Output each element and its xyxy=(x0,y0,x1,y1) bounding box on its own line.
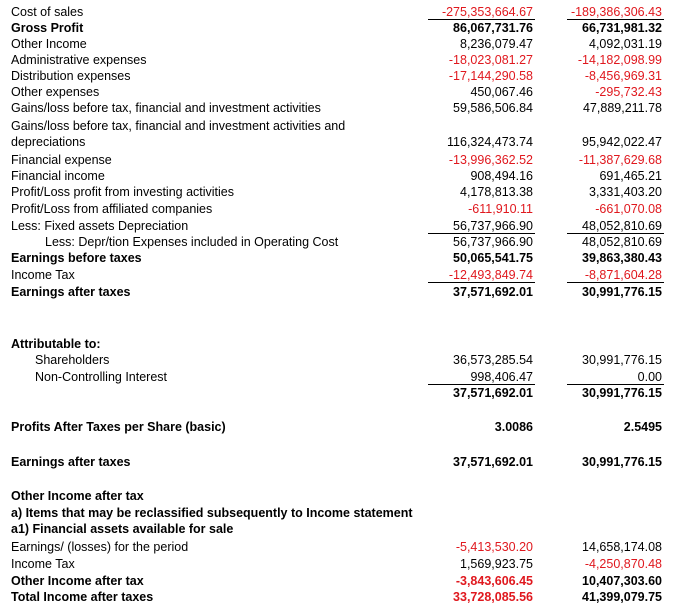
statement-row xyxy=(0,556,677,572)
current-year-value: -17,144,290.58 xyxy=(448,69,533,83)
statement-row xyxy=(0,118,677,134)
prior-year-value: 66,731,981.32 xyxy=(582,21,662,35)
statement-row xyxy=(0,68,677,84)
prior-year-value: 48,052,810.69 xyxy=(582,219,662,233)
prior-year-value: 48,052,810.69 xyxy=(582,235,662,249)
statement-row xyxy=(0,218,677,234)
prior-year-value: -4,250,870.48 xyxy=(584,557,662,571)
statement-row xyxy=(0,539,677,555)
current-year-value: 37,571,692.01 xyxy=(453,285,533,299)
row-label: Profit/Loss from affiliated companies xyxy=(11,202,213,216)
current-year-value: -12,493,849.74 xyxy=(448,268,533,282)
current-year-value: 3.0086 xyxy=(494,420,533,434)
row-label: Other Income after tax xyxy=(11,489,144,503)
prior-year-value: -189,386,306.43 xyxy=(570,5,662,19)
prior-year-value: -11,387,629.68 xyxy=(578,153,662,167)
current-year-value: 86,067,731.76 xyxy=(453,21,533,35)
prior-year-value: 4,092,031.19 xyxy=(589,37,662,51)
row-label: Profits After Taxes per Share (basic) xyxy=(11,420,226,434)
row-label: Income Tax xyxy=(11,557,75,571)
prior-year-value: 14,658,174.08 xyxy=(582,540,662,554)
current-year-value: 37,571,692.01 xyxy=(453,455,533,469)
prior-year-value: 41,399,079.75 xyxy=(582,590,662,604)
prior-year-value: 47,889,211.78 xyxy=(582,101,662,115)
total-rule xyxy=(567,233,664,234)
row-label: Shareholders xyxy=(35,353,110,367)
statement-row xyxy=(0,168,677,184)
row-label: Other Income after tax xyxy=(11,574,144,588)
prior-year-value: 2.5495 xyxy=(623,420,662,434)
current-year-value: 4,178,813.38 xyxy=(460,185,533,199)
row-label: Earnings/ (losses) for the period xyxy=(11,540,189,554)
current-year-value: -18,023,081.27 xyxy=(448,53,533,67)
statement-row xyxy=(0,385,677,401)
statement-row xyxy=(0,352,677,368)
prior-year-value: -8,871,604.28 xyxy=(584,268,662,282)
current-year-value: 37,571,692.01 xyxy=(453,386,533,400)
row-label: Financial expense xyxy=(11,153,112,167)
statement-row xyxy=(0,488,677,504)
row-label: Earnings after taxes xyxy=(11,455,131,469)
total-rule xyxy=(428,282,535,283)
statement-row xyxy=(0,52,677,68)
total-rule xyxy=(428,19,535,20)
current-year-value: -5,413,530.20 xyxy=(455,540,533,554)
total-rule xyxy=(428,233,535,234)
statement-row xyxy=(0,267,677,283)
statement-row xyxy=(0,20,677,36)
current-year-value: -3,843,606.45 xyxy=(455,574,533,588)
total-rule xyxy=(567,282,664,283)
statement-row xyxy=(0,521,677,537)
row-label: Cost of sales xyxy=(11,5,84,19)
statement-row xyxy=(0,234,677,250)
prior-year-value: 39,863,380.43 xyxy=(582,251,662,265)
row-label: Income Tax xyxy=(11,268,75,282)
prior-year-value: -14,182,098.99 xyxy=(577,53,662,67)
current-year-value: 908,494.16 xyxy=(470,169,533,183)
statement-row xyxy=(0,505,677,521)
statement-row xyxy=(0,134,677,150)
row-label: Attributable to: xyxy=(11,337,101,351)
current-year-value: 116,324,473.74 xyxy=(447,135,533,149)
prior-year-value: 0.00 xyxy=(637,370,662,384)
row-label: Total Income after taxes xyxy=(11,590,154,604)
statement-row xyxy=(0,100,677,116)
row-label: a) Items that may be reclassified subsequently to Income statement xyxy=(11,506,413,520)
prior-year-value: 30,991,776.15 xyxy=(582,386,662,400)
row-label: Gross Profit xyxy=(11,21,84,35)
row-label: Financial income xyxy=(11,169,105,183)
prior-year-value: 95,942,022.47 xyxy=(582,135,662,149)
current-year-value: 50,065,541.75 xyxy=(453,251,533,265)
statement-row xyxy=(0,152,677,168)
current-year-value: 8,236,079.47 xyxy=(460,37,533,51)
row-label: Administrative expenses xyxy=(11,53,147,67)
statement-row xyxy=(0,250,677,266)
row-label: Earnings after taxes xyxy=(11,285,131,299)
current-year-value: -13,996,362.52 xyxy=(448,153,533,167)
current-year-value: -275,353,664.67 xyxy=(441,5,533,19)
row-label: Gains/loss before tax, financial and investment activities and xyxy=(11,119,346,133)
statement-row xyxy=(0,589,677,605)
statement-row xyxy=(0,4,677,20)
statement-row xyxy=(0,84,677,100)
current-year-value: 56,737,966.90 xyxy=(453,235,533,249)
row-label: Other Income xyxy=(11,37,87,51)
row-label: Profit/Loss profit from investing activities xyxy=(11,185,234,199)
statement-row xyxy=(0,454,677,470)
current-year-value: 1,569,923.75 xyxy=(460,557,533,571)
prior-year-value: 30,991,776.15 xyxy=(582,353,662,367)
prior-year-value: -8,456,969.31 xyxy=(584,69,662,83)
current-year-value: 450,067.46 xyxy=(470,85,533,99)
total-rule xyxy=(567,19,664,20)
statement-row xyxy=(0,419,677,435)
statement-row xyxy=(0,573,677,589)
current-year-value: 59,586,506.84 xyxy=(453,101,533,115)
prior-year-value: 10,407,303.60 xyxy=(582,574,662,588)
row-label: Gains/loss before tax, financial and investment activities xyxy=(11,101,321,115)
prior-year-value: 30,991,776.15 xyxy=(582,455,662,469)
prior-year-value: -661,070.08 xyxy=(595,202,662,216)
row-label: Less: Fixed assets Depreciation xyxy=(11,219,189,233)
row-label: depreciations xyxy=(11,135,86,149)
prior-year-value: 691,465.21 xyxy=(599,169,662,183)
prior-year-value: -295,732.43 xyxy=(595,85,662,99)
row-label: Earnings before taxes xyxy=(11,251,142,265)
statement-row xyxy=(0,284,677,300)
statement-row xyxy=(0,336,677,352)
statement-row xyxy=(0,201,677,217)
prior-year-value: 30,991,776.15 xyxy=(582,285,662,299)
row-label: Distribution expenses xyxy=(11,69,131,83)
row-label: Non-Controlling Interest xyxy=(35,370,168,384)
statement-row xyxy=(0,36,677,52)
statement-row xyxy=(0,369,677,385)
current-year-value: 36,573,285.54 xyxy=(453,353,533,367)
total-rule xyxy=(567,384,664,385)
current-year-value: 998,406.47 xyxy=(470,370,533,384)
total-rule xyxy=(428,384,535,385)
statement-row xyxy=(0,184,677,200)
current-year-value: 56,737,966.90 xyxy=(453,219,533,233)
row-label: a1) Financial assets available for sale xyxy=(11,522,234,536)
current-year-value: 33,728,085.56 xyxy=(453,590,533,604)
prior-year-value: 3,331,403.20 xyxy=(589,185,662,199)
row-label: Other expenses xyxy=(11,85,100,99)
current-year-value: -611,910.11 xyxy=(468,202,533,216)
row-label: Less: Depr/tion Expenses included in Operating Cost xyxy=(45,235,339,249)
